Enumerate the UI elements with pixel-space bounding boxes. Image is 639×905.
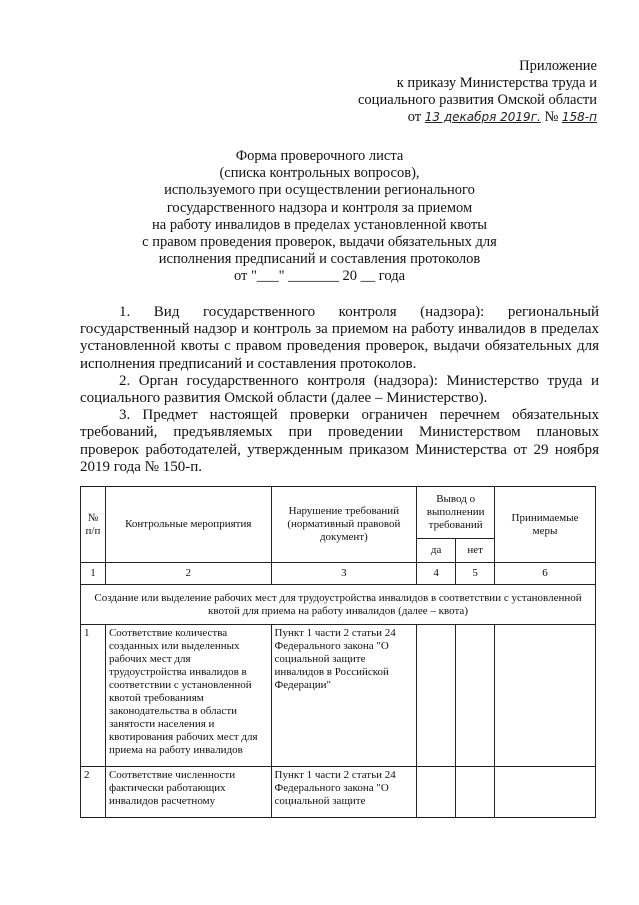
handwritten-number: 158-п xyxy=(561,110,597,124)
col-number: 4 xyxy=(417,563,456,585)
header-accepted: Принимаемые меры xyxy=(495,487,596,563)
row-accepted-cell[interactable] xyxy=(495,767,596,818)
row-yes-cell[interactable] xyxy=(417,767,456,818)
paragraph-control-body: 2. Орган государственного контроля (надзора): Министерство труда и социального развития Омской области (далее – Министерство). xyxy=(80,372,599,407)
paragraph-subject: 3. Предмет настоящей проверки ограничен перечнем обязательных требований, предъявляемых при проведении Министерством плановых проверок работодателей, утвержденным приказом Министерства от 29 ноября 2019 года № 150-п. xyxy=(80,407,599,475)
header-violation: Нарушение требований (нормативный правовой документ) xyxy=(271,487,417,563)
title-line: Форма проверочного листа xyxy=(235,148,404,164)
appendix-header xyxy=(358,58,597,126)
title-date-line: от "___" _______ 20 __ года xyxy=(233,268,406,285)
title-line: с правом проведения проверок, выдачи обязательных для xyxy=(142,234,497,251)
col-number: 5 xyxy=(456,563,495,585)
title-line: на работу инвалидов в пределах установленной квоты xyxy=(152,216,487,233)
row-measure: Соответствие количества созданных или выделенных рабочих мест для трудоустройства инвалидов в соответствии с установленной квотой требованиям законодательства в области занятости населения и квотирования рабочих мест для приема на работу инвалидов xyxy=(105,625,271,767)
row-no-cell[interactable] xyxy=(456,767,495,818)
col-number: 3 xyxy=(271,563,417,585)
ministry-name: социального развития Омской области xyxy=(358,92,597,108)
header-output: Вывод о выполнении требований xyxy=(417,487,495,539)
row-violation: Пункт 1 части 2 статьи 24 Федерального закона "О социальной защите инвалидов в Российской Федерации" xyxy=(271,625,417,767)
order-reference: к приказу Министерства труда и xyxy=(396,75,597,91)
header-measures: Контрольные мероприятия xyxy=(105,487,271,563)
title-line: используемого при осуществлении регионального xyxy=(164,182,475,199)
header-yes: да xyxy=(417,539,456,563)
title-line: исполнения предписаний и составления протоколов xyxy=(158,251,481,268)
order-date-line xyxy=(358,109,597,126)
row-no-cell[interactable] xyxy=(456,625,495,767)
row-violation: Пункт 1 части 2 статьи 24 Федерального закона "О социальной защите xyxy=(271,767,417,818)
form-body xyxy=(80,304,599,476)
header-no: нет xyxy=(456,539,495,563)
row-accepted-cell[interactable] xyxy=(495,625,596,767)
paragraph-control-type: 1. Вид государственного контроля (надзора): региональный государственный надзор и контроль за приемом на работу инвалидов в пределах установленной квоты с правом проведения проверок, выдачи обязательных для исполнения предписаний и составления протоколов. xyxy=(80,304,599,372)
appendix-label: Приложение xyxy=(519,58,597,74)
row-num: 2 xyxy=(81,767,106,818)
handwritten-date: 13 декабря 2019г. xyxy=(424,110,541,124)
title-line: государственного надзора и контроля за приемом xyxy=(166,199,473,216)
col-number: 2 xyxy=(105,563,271,585)
header-num: № п/п xyxy=(81,487,106,563)
col-number: 6 xyxy=(495,563,596,585)
title-line: (списка контрольных вопросов), xyxy=(219,165,420,182)
section-row: Создание или выделение рабочих мест для трудоустройства инвалидов в соответствии с установленной квотой для приема на работу инвалидов (далее – квота) xyxy=(81,585,596,625)
form-title xyxy=(40,148,599,286)
row-yes-cell[interactable] xyxy=(417,625,456,767)
number-prefix: № xyxy=(544,109,559,125)
row-measure: Соответствие численности фактически работающих инвалидов расчетному xyxy=(105,767,271,818)
checklist-table xyxy=(80,486,596,818)
row-num: 1 xyxy=(81,625,106,767)
from-prefix: от xyxy=(407,109,422,125)
col-number: 1 xyxy=(81,563,106,585)
